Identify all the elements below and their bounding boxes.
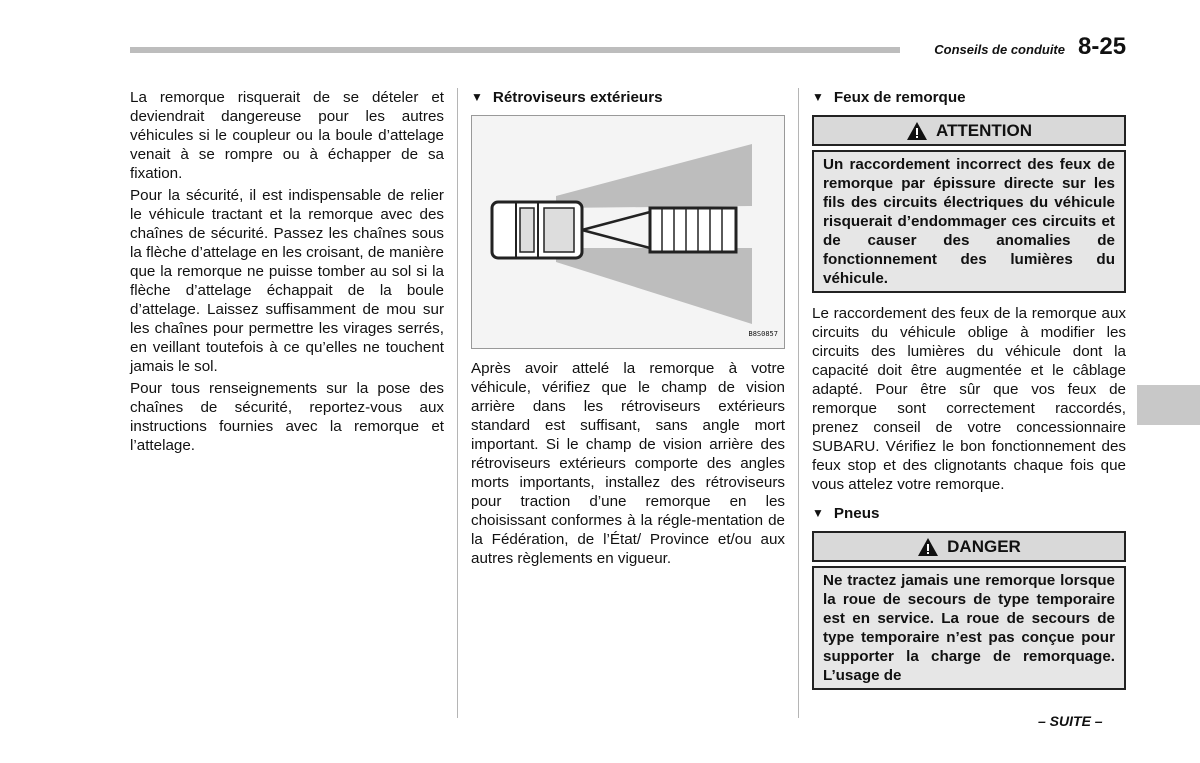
- column-2: [471, 88, 785, 571]
- down-triangle-icon: ▼: [812, 90, 824, 104]
- paragraph: Pour tous renseignements sur la pose des chaînes de sécurité, reportez-vous aux instructions fournies avec la remorque et l’attelage.: [130, 380, 444, 454]
- attention-header: [812, 115, 1126, 146]
- attention-label: ATTENTION: [935, 121, 1032, 140]
- column-divider: [798, 88, 799, 718]
- paragraph: La remorque risquerait de se dételer et deviendrait dangereuse pour les autres véhicules si le coupleur ou la boule d’attelage venait à se rompre ou à échapper de sa fixation.: [130, 89, 444, 182]
- page-number: 8-25: [1078, 33, 1127, 60]
- continued-marker: – SUITE –: [1038, 713, 1103, 729]
- warning-triangle-icon: [917, 537, 939, 557]
- column-divider: [457, 88, 458, 718]
- down-triangle-icon: ▼: [812, 506, 824, 520]
- heading-text: Pneus: [833, 505, 880, 522]
- chapter-tab: [1137, 385, 1200, 425]
- section-heading: [812, 88, 1126, 107]
- paragraph: Le raccordement des feux de la remorque aux circuits du véhicule oblige à modifier les circuits des lumières du véhicule dont la capacité doit être augmentée et le câblage adapté. Pour être sûr que vos feux de remorque sont correctement raccordés, prenez conseil de votre concessionnaire SUBARU. Vérifiez le bon fonctionnement des feux stop et des clignotants chaque fois que vous attelez votre remorque.: [812, 305, 1126, 493]
- mirror-view-illustration: [471, 115, 785, 349]
- column-3: [812, 88, 1126, 690]
- header-rule: [130, 47, 900, 53]
- heading-text: Rétroviseurs extérieurs: [492, 89, 663, 106]
- section-heading: [812, 504, 1126, 523]
- danger-label: DANGER: [947, 537, 1021, 556]
- attention-box: Un raccordement incorrect des feux de remorque par épissure directe sur les fils des circuits électriques du véhicule risquerait d’endommager ces circuits et de causer des anomalies de fonctionnement des lumières du véhicule.: [812, 150, 1126, 293]
- warning-triangle-icon: [906, 121, 928, 141]
- section-title: Conseils de conduite: [934, 42, 1065, 57]
- danger-box: Ne tractez jamais une remorque lorsque la roue de secours de type temporaire est en service. La roue de secours de type temporaire n’est pas conçue pour supporter la charge de remorquage. L’usage de: [812, 566, 1126, 690]
- heading-text: Feux de remorque: [833, 89, 966, 106]
- danger-header: [812, 531, 1126, 562]
- paragraph: Après avoir attelé la remorque à votre véhicule, vérifiez que le champ de vision arrière dans les rétroviseurs extérieurs standard est suffisant, sans angle mort important. Si le champ de vision arrière des rétroviseurs extérieurs comporte des angles morts importants, installez des rétroviseurs pour traction d’une remorque en les choisissant conformes à la régle-mentation de la Fédération, de l’État/ Province et/ou aux autres règlements en vigueur.: [471, 360, 785, 567]
- column-1: [130, 88, 444, 458]
- section-heading: [471, 88, 785, 107]
- figure-code: B8S0857: [748, 330, 778, 338]
- paragraph: Pour la sécurité, il est indispensable de relier le véhicule tractant et la remorque avec des chaînes de sécurité. Passez les chaînes sous la flèche d’attelage en les croisant, de manière que la remorque ne puisse tomber au sol si la flèche d’attelage échappait de la boule d’attelage. Laissez suffisamment de mou sur les chaînes pour permettre les virages serrés, en veillant toutefois à ce qu’elles ne touchent jamais le sol.: [130, 187, 444, 375]
- car-icon: [492, 202, 582, 258]
- down-triangle-icon: ▼: [471, 90, 483, 104]
